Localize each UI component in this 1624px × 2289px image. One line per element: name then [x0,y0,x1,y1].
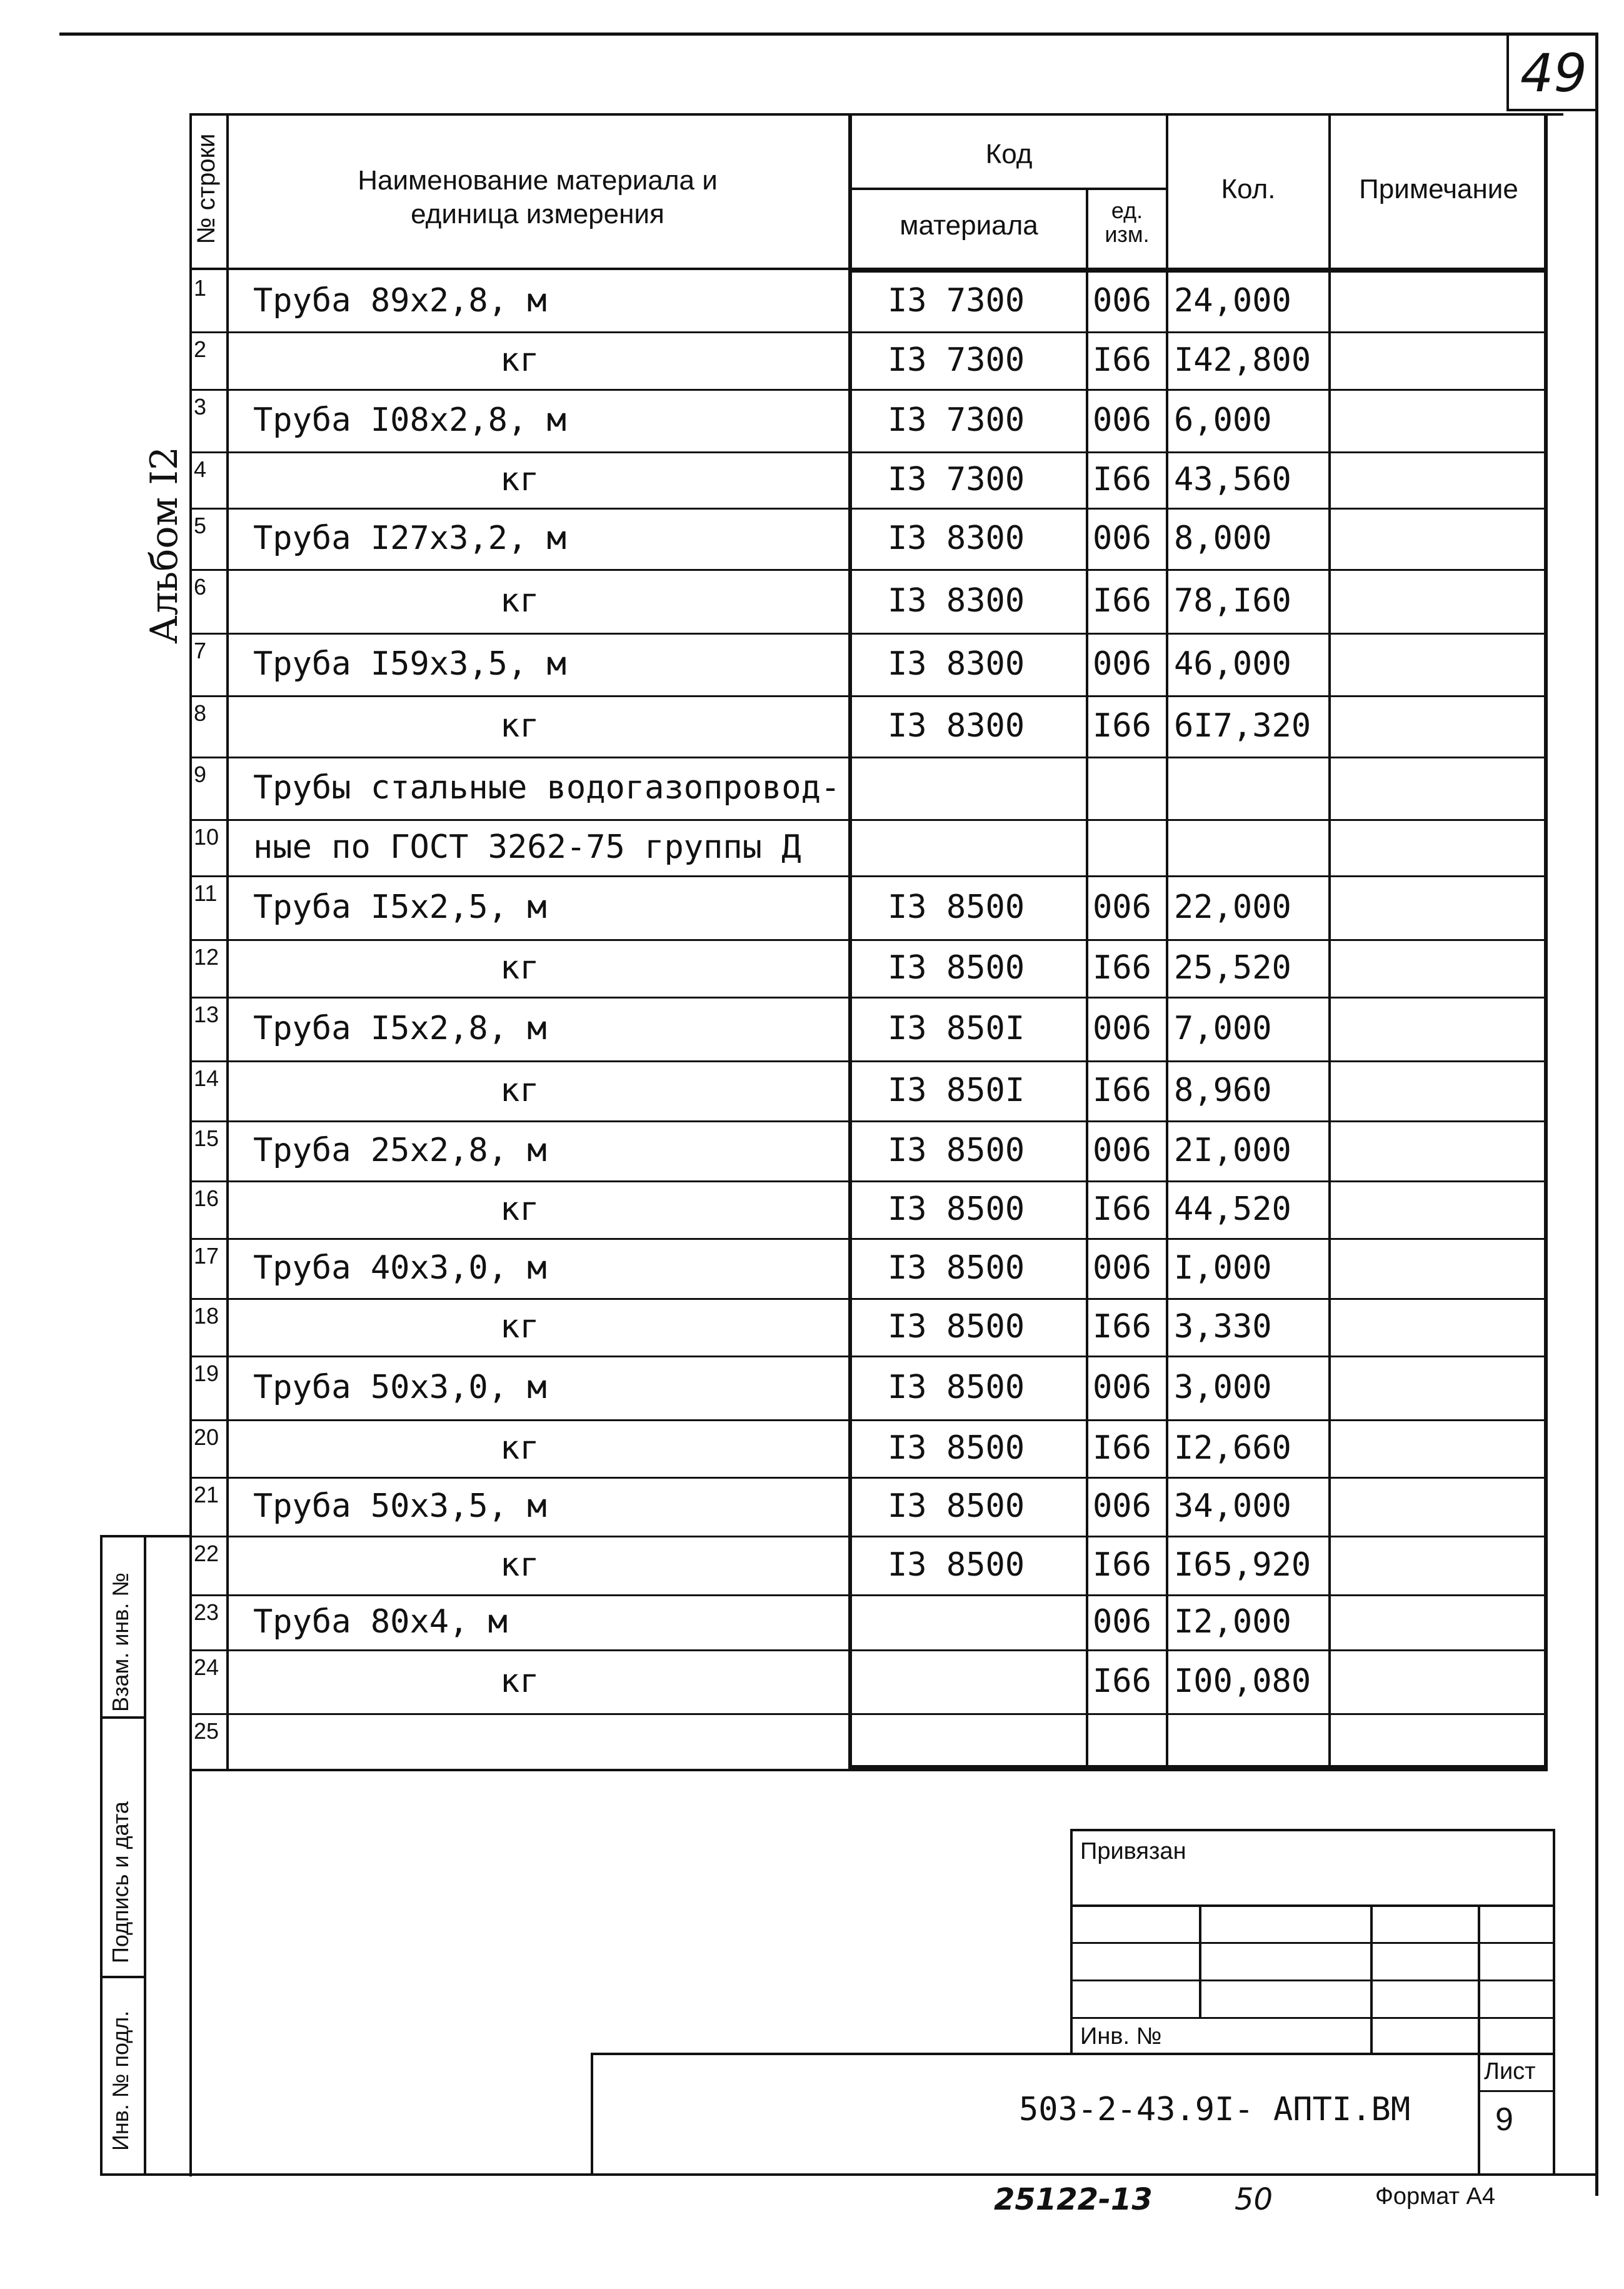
row-material-code: I3 8300 [888,707,1025,745]
row-unit-code: I66 [1093,949,1151,987]
table-col-qty-left [1166,113,1168,1770]
row-quantity: I00,080 [1174,1663,1311,1700]
row-number: 5 [194,513,207,538]
title-main-left [591,2053,593,2176]
table-col-unit-left [1086,188,1088,1769]
row-unit-code: I66 [1093,341,1151,379]
format-label: Формат А4 [1375,2183,1496,2210]
row-name: Труба I5х2,8, м [253,1010,547,1047]
row-quantity: 3,000 [1174,1369,1272,1406]
row-unit-code: I66 [1093,1308,1151,1346]
row-divider [189,508,1548,510]
row-quantity: 43,560 [1174,461,1291,498]
title-right [1553,1829,1555,2176]
row-material-code: I3 8300 [888,645,1025,683]
row-divider [189,1356,1548,1357]
row-divider [189,819,1548,821]
row-divider [189,1477,1548,1479]
row-quantity: 2I,000 [1174,1132,1291,1169]
row-divider [189,695,1548,697]
row-name: Труба 80х4, м [253,1603,508,1641]
row-unit-code: 006 [1093,1603,1151,1641]
row-material-code: I3 850I [888,1010,1025,1047]
title-grid-v3 [1478,1904,1480,2176]
row-unit-code: 006 [1093,645,1151,683]
row-material-code: I3 8300 [888,582,1025,620]
row-quantity: 46,000 [1174,645,1291,683]
row-divider [189,331,1548,333]
row-material-code: I3 8500 [888,1369,1025,1406]
code-subheader-line [848,188,1168,190]
row-quantity: I,000 [1174,1249,1272,1287]
table-top-line [189,113,1563,116]
row-number: 12 [194,944,219,970]
row-number: 14 [194,1065,219,1091]
row-number: 15 [194,1125,219,1151]
row-number: 23 [194,1599,219,1625]
row-unit-code: I66 [1093,1663,1151,1700]
row-name: кг [500,1308,539,1346]
stamp-top-line [100,1535,191,1537]
order-number: 25122-13 [994,2182,1153,2217]
row-name: Труба 50х3,5, м [253,1487,547,1525]
row-number: 7 [194,638,207,663]
row-material-code: I3 8300 [888,520,1025,557]
row-name: Трубы стальные водогазопровод- [253,769,841,807]
row-number: 2 [194,336,207,362]
row-quantity: 8,000 [1174,520,1272,557]
row-divider [189,757,1548,758]
row-quantity: 78,I60 [1174,582,1291,620]
title-grid-v1 [1199,1904,1201,2017]
header-code-unit: ед. изм. [1105,198,1150,247]
header-row-number: № строки [193,133,220,244]
row-name: Труба 50х3,0, м [253,1369,547,1406]
row-quantity: 44,520 [1174,1190,1291,1228]
row-divider [189,1298,1548,1300]
header-note: Примечание [1359,174,1518,204]
row-name: Труба 40х3,0, м [253,1249,547,1287]
title-grid-h1 [1070,1904,1554,1907]
row-name: Труба 89х2,8, м [253,282,547,319]
row-unit-code: 006 [1093,1369,1151,1406]
row-unit-code: 006 [1093,520,1151,557]
row-quantity: 22,000 [1174,888,1291,926]
sheet-label: Лист [1484,2058,1536,2085]
row-divider [189,1238,1548,1240]
row-number: 17 [194,1243,219,1269]
row-name: Труба I27х3,2, м [253,520,566,557]
row-divider [189,997,1548,999]
row-name: кг [500,1190,539,1228]
row-material-code: I3 8500 [888,888,1025,926]
row-divider [189,875,1548,877]
row-divider [189,1713,1548,1715]
stamp-div-1 [100,1716,146,1719]
row-name: кг [500,1429,539,1467]
row-divider [189,633,1548,635]
row-material-code: I3 8500 [888,1132,1025,1169]
row-unit-code: 006 [1093,888,1151,926]
stamp-inner-line [144,1535,146,2176]
row-material-code: I3 7300 [888,461,1025,498]
row-unit-code: I66 [1093,461,1151,498]
row-unit-code: 006 [1093,1132,1151,1169]
row-material-code: I3 8500 [888,1546,1025,1584]
table-right-line [1544,113,1548,1770]
row-divider [189,1536,1548,1537]
row-number: 20 [194,1424,219,1450]
page-number: 49 [1520,43,1587,104]
row-name: кг [500,949,539,987]
inv-no-label: Инв. № [1080,2023,1162,2050]
row-quantity: I42,800 [1174,341,1311,379]
stamp-left-line [100,1535,103,2176]
row-unit-code: I66 [1093,1429,1151,1467]
row-name: Труба I5х2,5, м [253,888,547,926]
row-unit-code: 006 [1093,401,1151,439]
row-divider [189,1594,1548,1596]
table-bottom-line [189,1769,1548,1771]
row-divider [189,569,1548,571]
album-label: Альбом I2 [143,446,186,644]
title-main-top [591,2053,1554,2055]
row-divider [189,1060,1548,1062]
row-name: кг [500,1546,539,1584]
row-material-code: I3 7300 [888,341,1025,379]
row-name: кг [500,582,539,620]
row-unit-code: 006 [1093,282,1151,319]
row-unit-code: I66 [1093,707,1151,745]
header-qty: Кол. [1221,174,1276,204]
sheet-label-bottom [1478,2090,1554,2092]
row-material-code: I3 8500 [888,1249,1025,1287]
row-number: 19 [194,1361,219,1386]
title-grid-h3 [1070,1980,1554,1981]
row-quantity: 6I7,320 [1174,707,1311,745]
row-unit-code: I66 [1093,1190,1151,1228]
stamp-bottom-line [100,2173,1598,2176]
table-col-name-left [226,113,229,1770]
row-quantity: 25,520 [1174,949,1291,987]
row-material-code: I3 7300 [888,401,1025,439]
row-name: Труба I59х3,5, м [253,645,566,683]
row-name: кг [500,341,539,379]
row-number: 16 [194,1185,219,1211]
title-grid-h4 [1070,2017,1554,2019]
row-unit-code: 006 [1093,1487,1151,1525]
title-privyazan-left [1070,1829,1073,2054]
row-material-code: I3 850I [888,1072,1025,1109]
row-unit-code: I66 [1093,1072,1151,1109]
table-col-note-left [1328,113,1331,1770]
row-quantity: 24,000 [1174,282,1291,319]
row-number: 10 [194,824,219,850]
row-material-code: I3 7300 [888,282,1025,319]
document-code: 503-2-43.9I- АПТI.ВМ [1019,2091,1411,2128]
row-quantity: 34,000 [1174,1487,1291,1525]
row-name: кг [500,1072,539,1109]
row-name: Труба 25х2,8, м [253,1132,547,1169]
row-material-code: I3 8500 [888,949,1025,987]
row-unit-code: 006 [1093,1010,1151,1047]
table-left-line [189,113,192,2176]
row-quantity: 3,330 [1174,1308,1272,1346]
row-unit-code: 006 [1093,1249,1151,1287]
row-quantity: 8,960 [1174,1072,1272,1109]
row-number: 21 [194,1482,219,1507]
row-quantity: I2,660 [1174,1429,1291,1467]
privyazan-label: Привязан [1080,1838,1186,1864]
row-number: 4 [194,456,207,482]
sheet-number: 9 [1495,2101,1513,2138]
row-quantity: I65,920 [1174,1546,1311,1584]
row-divider [189,1120,1548,1122]
row-name: кг [500,1663,539,1700]
bold-frame-top [848,268,1548,273]
footer-page-number: 50 [1235,2182,1273,2217]
row-material-code: I3 8500 [888,1487,1025,1525]
row-unit-code: I66 [1093,582,1151,620]
row-name: ные по ГОСТ 3262-75 группы Д [253,828,801,866]
row-name: кг [500,707,539,745]
header-name: Наименование материала и единица измерения [358,165,718,229]
row-material-code: I3 8500 [888,1429,1025,1467]
row-material-code: I3 8500 [888,1190,1025,1228]
row-number: 13 [194,1002,219,1027]
row-material-code: I3 8500 [888,1308,1025,1346]
row-divider [189,451,1548,453]
row-quantity: 6,000 [1174,401,1272,439]
row-divider [189,1180,1548,1182]
row-number: 24 [194,1654,219,1680]
stamp-vzam-label: Взам. инв. № [108,1572,133,1712]
title-privyazan-top [1070,1829,1554,1831]
header-code: Код [985,139,1033,169]
table-col-code-left [848,113,852,1770]
row-number: 3 [194,394,207,420]
row-name: Труба I08х2,8, м [253,401,566,439]
row-quantity: 7,000 [1174,1010,1272,1047]
row-divider [189,1649,1548,1651]
title-grid-v2 [1370,1904,1373,2055]
title-grid-h2 [1070,1942,1554,1944]
stamp-inv-label: Инв. № подл. [108,2010,133,2151]
row-number: 9 [194,762,207,787]
row-divider [189,1419,1548,1421]
row-number: 8 [194,700,207,726]
row-number: 18 [194,1303,219,1329]
row-number: 11 [194,880,218,906]
row-quantity: I2,000 [1174,1603,1291,1641]
row-number: 25 [194,1718,219,1744]
row-divider [189,939,1548,941]
stamp-div-2 [100,1976,146,1978]
row-number: 1 [194,275,207,301]
row-unit-code: I66 [1093,1546,1151,1584]
row-number: 22 [194,1541,219,1566]
row-number: 6 [194,574,207,600]
header-code-material: материала [900,210,1038,241]
stamp-podpis-label: Подпись и дата [108,1801,133,1963]
row-divider [189,389,1548,391]
row-name: кг [500,461,539,498]
